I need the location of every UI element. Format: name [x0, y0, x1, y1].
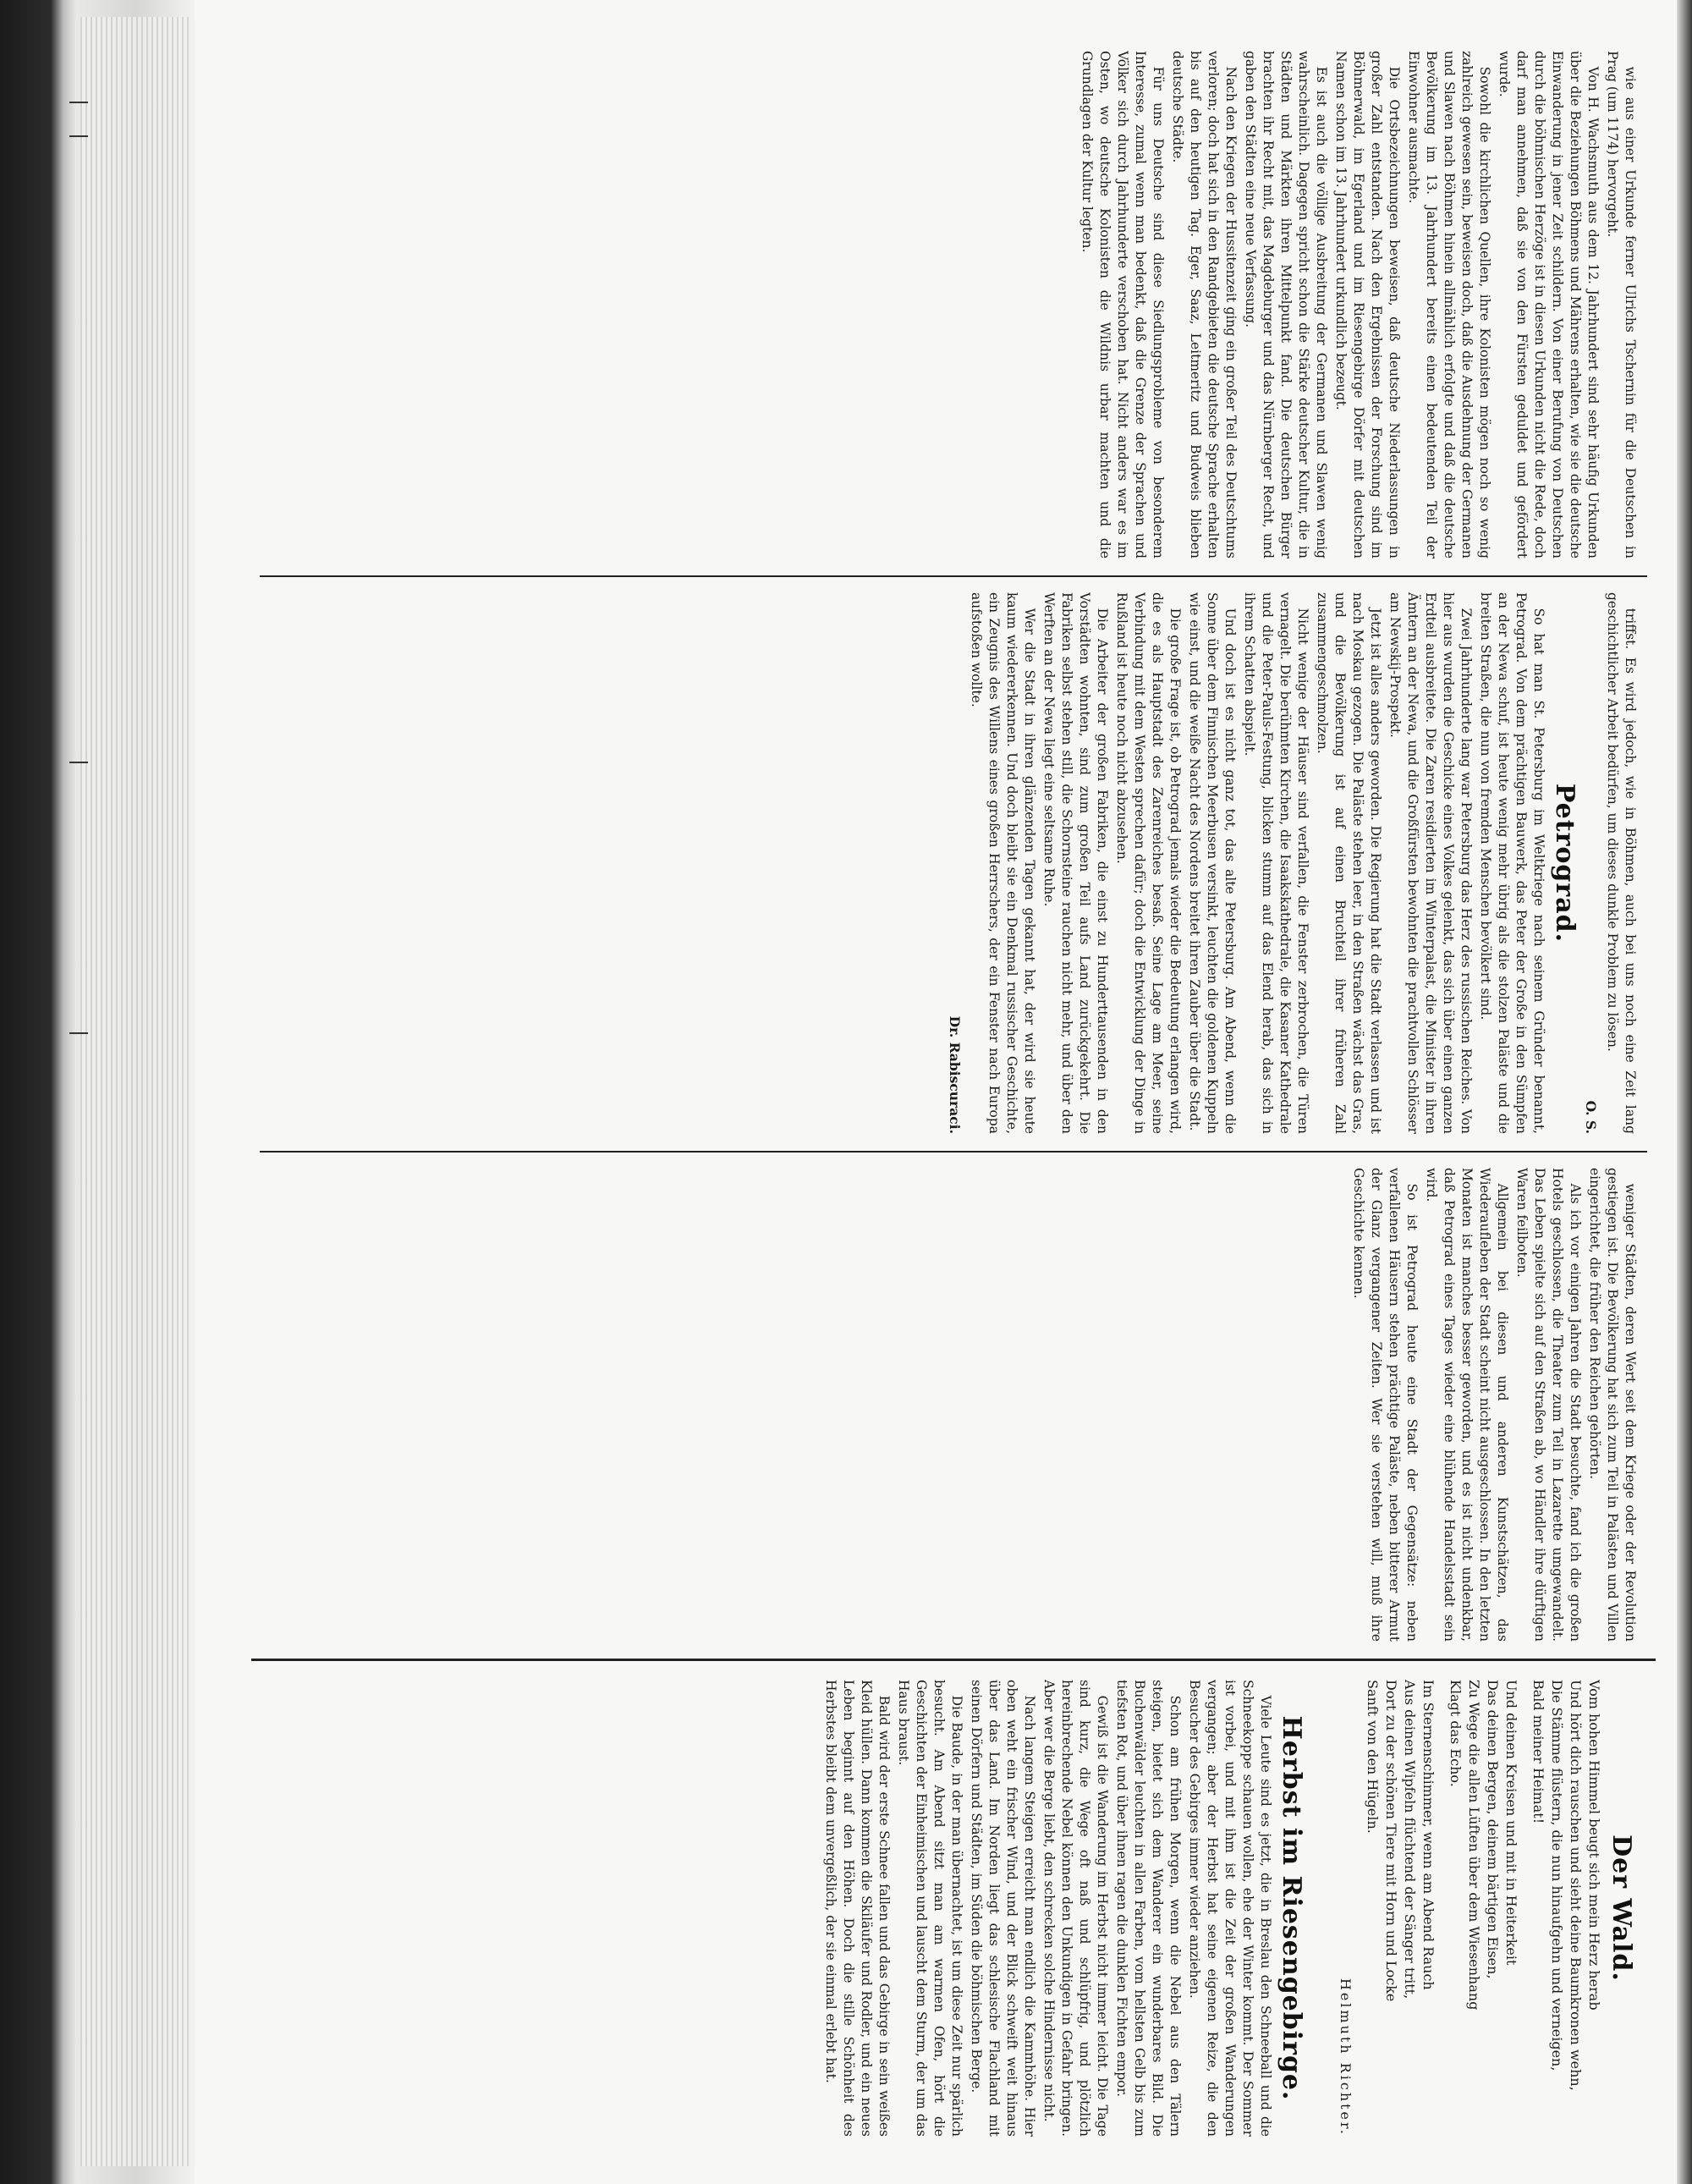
poem-stanza: [1446, 1680, 1520, 2137]
paragraph: Nach langem Steigen erreicht man endlich die Kammhöhe. Hier oben weht ein frischer Wind, und der Blick schweift weit hinaus über das Land. Im Norden liegt das schlesische Flachland mit seinen Dörfern und Städten, im Süden die böhmischen Berge.: [969, 1680, 1037, 2137]
poem-line: Sanft von den Hügeln.: [1365, 1680, 1381, 1834]
page-stack-edge: [80, 17, 190, 2166]
article-continuation: [268, 1168, 1639, 1642]
paragraph: Als ich vor einigen Jahren die Stadt besuchte, fand ich die großen Hotels geschlossen, die Theater zum Teil in Lazarette umgewandelt. Das Leben spielte sich auf den Straßen ab, wo Händler ihre dürftigen Waren feilboten.: [1514, 1168, 1583, 1642]
paragraph: Nach den Kriegen der Hussitenzeit ging ein großer Teil des Deutschtums verloren; doch hat sich in den Randgebieten die deutsche Sprache erhalten bis auf den heutigen Tag. Eger, Saaz, Leitmeritz und Budweis blieben deutsche Städte.: [1170, 51, 1239, 558]
paragraph: Wer die Stadt in ihren glänzenden Tagen gekannt hat, der wird sie heute kaum wiedererkennen. Und doch bleibt sie ein Denkmal russischer Geschichte, ein Zeugnis des Willens eines großen Herrschers, der ein Fenster nach Europa aufstoßen wollte.: [969, 592, 1037, 1134]
binding-mark: [69, 1032, 88, 1034]
paragraph: Von H. Wachsmuth aus dem 12. Jahrhundert sind sehr häufig Urkunden über die Beziehungen Böhmens und Mährens erhalten, wie sie die deutsche Einwanderung in jener Zeit schildern. Von einer Berufung von Deutschen durch die böhmischen Herzöge ist in diesen Urkunden nicht die Rede, doch darf man annehmen, daß sie von den Fürsten geduldet und gefördert wurde.: [1497, 51, 1601, 558]
poem-title: Der Wald.: [1607, 1835, 1636, 1982]
poem-line: Klagt das Echo.: [1448, 1680, 1464, 1787]
paragraph: Allgemein bei diesen und anderen Kunstschätzen, das Wiederaufleben der Stadt scheint nicht ausgeschlossen. In den letzten Monaten ist manches besser geworden, und es ist nicht undenkbar, daß Petrograd eines Tages wieder eine blühende Handelsstadt sein wird.: [1424, 1168, 1510, 1642]
newspaper-page: [196, 34, 1673, 2158]
poem-line: Dort zu der schönen Tiere mit Horn und Locke: [1383, 1680, 1399, 2002]
poem-stanza: [1529, 1680, 1603, 2137]
paragraph: Nicht wenige der Häuser sind verfallen, die Fenster zerbrochen, die Türen vernagelt. Die berühmten Kirchen, die Isaakskathedrale, die Kasaner Kathedrale und die Peter-Pauls-Festung, blicken stumm auf das Elend herab, das sich in ihrem Schatten abspielt.: [1242, 592, 1310, 1134]
binding-mark: [69, 102, 88, 103]
article-title: Herbst im Riesengebirge.: [1277, 1715, 1306, 2101]
paragraph: Die Baude, in der man übernachtet, ist um diese Zeit nur spärlich besucht. Am Abend sitzt man am warmen Ofen, hört die Geschichten der Einheimischen und lauscht dem Sturm, der um das Haus braust.: [896, 1680, 964, 2137]
paragraph: Schon am frühen Morgen, wenn die Nebel aus den Tälern steigen, bietet sich dem Wanderer ein wunderbares Bild. Die Buchenwälder leuchten in allen Farben, vom hellsten Gelb bis zum tiefsten Rot, und über ihnen ragen die dunklen Fichten empor.: [1114, 1680, 1183, 2137]
paragraph: Die Ortsbezeichnungen beweisen, daß deutsche Niederlassungen in großer Zahl entstanden. Nach den Ergebnissen der Forschung sind im Böhmerwald, im Egerland und im Riesengebirge Dörfer mit deutschen Namen schon im 13. Jahrhundert urkundlich bezeugt.: [1333, 51, 1402, 558]
paragraph: Bald wird der erste Schnee fallen und das Gebirge in sein weißes Kleid hüllen. Dann kommen die Skiläufer und Rodler, und ein neues Leben beginnt auf den Höhen. Doch die stille Schönheit des Herbstes bleibt dem unvergeßlich, der sie einmal erlebt hat.: [823, 1680, 892, 2137]
poem-line: Vom hohen Himmel beugt sich mein Herz herab: [1586, 1680, 1602, 2011]
paragraph: Jetzt ist alles anders geworden. Die Regierung hat die Stadt verlassen und ist nach Moskau gezogen. Die Paläste stehen leer, in den Straßen wächst das Gras, und die Bevölkerung ist auf einen Bruchteil ihrer früheren Zahl zusammengeschmolzen.: [1315, 592, 1383, 1134]
section-rule: [251, 1659, 1656, 1661]
binding-mark: [69, 135, 88, 137]
poem-line: Das deinen Bergen, deinem bärtigen Eisen,: [1485, 1680, 1501, 1979]
paragraph: Die große Frage ist, ob Petrograd jemals wieder die Bedeutung erlangen wird, die es als Hauptstadt des Zarenreiches besaß. Seine Lage am Meer, seine Verbindung mit dem Westen sprechen dafür; doch die Entwicklung der Dinge in Rußland ist heute noch nicht abzusehen.: [1114, 592, 1183, 1134]
paragraph: Und doch ist es nicht ganz tot, das alte Petersburg. Am Abend, wenn die Sonne über dem Finnischen Meerbusen versinkt, leuchten die goldenen Kuppeln wie einst, und die weiße Nacht des Nordens breitet ihren Zauber über die Stadt.: [1187, 592, 1238, 1134]
paragraph: So hat man St. Petersburg im Weltkriege nach seinem Gründer benannt, Petrograd. Von dem prächtigen Bauwerk, das Peter der Große in den Sümpfen an der Newa schuf, ist heute wenig mehr übrig als die stolzen Paläste und die breiten Straßen, die nun von fremden Menschen bevölkert sind.: [1478, 592, 1546, 1134]
top-article-signature: O. S.: [1583, 1100, 1599, 1134]
paragraph: Viele Leute sind es jetzt, die in Breslau den Schneeball und die Schneekoppe schauen wollen, ehe der Winter kommt. Der Sommer ist vorbei, und mit ihm ist die Zeit der großen Wanderungen vergangen; aber der Herbst hat seine eigenen Reize, die den Besucher des Gebirges immer wieder anziehen.: [1187, 1680, 1273, 2137]
poem-author: Helmuth Richter.: [1338, 1978, 1354, 2137]
paragraph: Sowohl die kirchlichen Quellen, ihre Kolonisten mögen noch so wenig zahlreich gewesen sein, beweisen doch, daß die Ausdehnung der Germanen und Slawen nach Böhmen hinein allmählich erfolgte und daß die deutsche Bevölkerung im 13. Jahrhundert bereits einen bedeutenden Teil der Einwohner ausmachte.: [1406, 51, 1492, 558]
paragraph: Gewiß ist die Wanderung im Herbst nicht immer leicht. Die Tage sind kurz, die Wege oft naß und schlüpfrig, und plötzlich hereinbrechende Nebel können den Unkundigen in Gefahr bringen. Aber wer die Berge liebt, den schrecken solche Hindernisse nicht.: [1041, 1680, 1110, 2137]
paragraph: Es ist auch die völlige Ausbreitung der Germanen und Slawen wenig wahrscheinlich. Dagegen spricht schon die Stärke deutscher Kultur, die in Städten und Märkten ihren Mittelpunkt fand. Die deutschen Bürger brachten ihr Recht mit, das Magdeburger und das Nürnberger Recht, und gaben den Städten eine neue Verfassung.: [1243, 51, 1329, 558]
poem-line: Und deinen Kreisen und mit in Heiterkeit: [1503, 1680, 1519, 1966]
column-rule: [260, 1151, 1647, 1153]
article-title: Petrograd.: [1550, 783, 1579, 943]
poem-line: Im Sternenschimmer, wenn am Abend Rauch: [1420, 1680, 1437, 1990]
article-petrograd: [268, 592, 1639, 1134]
rotated-page-content: [196, 34, 1673, 2158]
article-top-column: [268, 51, 1639, 558]
poem-line: Bald meiner Heimat!: [1530, 1680, 1546, 1824]
poem-line: Die Stämme flüstern, die nun hinaufgehn und verneigen,: [1549, 1680, 1565, 2071]
paragraph: Zwei Jahrhunderte lang war Petersburg das Herz des russischen Reiches. Von hier aus wurden die Geschicke eines Volkes gelenkt, das sich über einen ganzen Erdteil ausbreitete. Die Zaren residierten im Winterpalast, die Minister in ihren Ämtern an der Newa, und die Großfürsten bewohnten die prachtvollen Schlösser am Newskij-Prospekt.: [1387, 592, 1474, 1134]
poem-line: Aus deinen Wipfeln flüchtend der Sänger tritt,: [1402, 1680, 1418, 2000]
paragraph: So ist Petrograd heute eine Stadt der Gegensätze: neben verfallenen Häusern stehen prächtige Paläste, neben bitterer Armut der Glanz vergangener Zeiten. Wer sie verstehen will, muß ihre Geschichte kennen.: [1351, 1168, 1420, 1642]
column-rule: [260, 575, 1647, 577]
paragraph: wie aus einer Urkunde ferner Ulrichs Tschernin für die Deutschen in Prag (um 1174) hervorgeht.: [1605, 51, 1638, 558]
paragraph: weniger Städten, deren Wert seit dem Kriege oder der Revolution gestiegen ist. Die Bevölkerung hat sich zum Teil in Palästen und Villen eingerichtet, die früher den Reichen gehörten.: [1587, 1168, 1638, 1642]
page-right-edge: [1677, 0, 1692, 2184]
poem-line: Und hört dich rauschen und sieht deine Baumkronen wehn,: [1568, 1680, 1584, 2091]
intro-paragraph: triffst. Es wird jedoch, wie in Böhmen, auch bei uns noch eine Zeit lang geschichtlicher Arbeit bedürfen, um dieses dunkle Problem zu lösen.: [1605, 592, 1638, 1134]
poem-stanza: [1363, 1680, 1437, 2137]
book-binding: [0, 0, 195, 2184]
poem-line: Zu Wege die allen Lüften über dem Wiesenhang: [1466, 1680, 1482, 2011]
poem-der-wald: [1334, 1680, 1639, 2137]
binding-mark: [69, 762, 88, 763]
paragraph: Für uns Deutsche sind diese Siedlungsprobleme von besonderem Interesse, zumal wenn man bedenkt, daß die Grenze der Sprachen und Völker sich durch Jahrhunderte verschoben hat. Nicht anders war es im Osten, wo deutsche Kolonisten die Wildnis urbar machten und die Grundlagen der Kultur legten.: [1079, 51, 1166, 558]
article-signature: Dr. Rabiscuraci.: [947, 1015, 963, 1134]
article-herbst: [268, 1680, 1309, 2137]
paragraph: Die Arbeiter der großen Fabriken, die einst zu Hunderttausenden in den Vorstädten wohnten, sind zum großen Teil aufs Land zurückgekehrt. Die Fabriken selbst stehen still, die Schornsteine rauchen nicht mehr, und über den Werften an der Newa liegt eine seltsame Ruhe.: [1041, 592, 1110, 1134]
